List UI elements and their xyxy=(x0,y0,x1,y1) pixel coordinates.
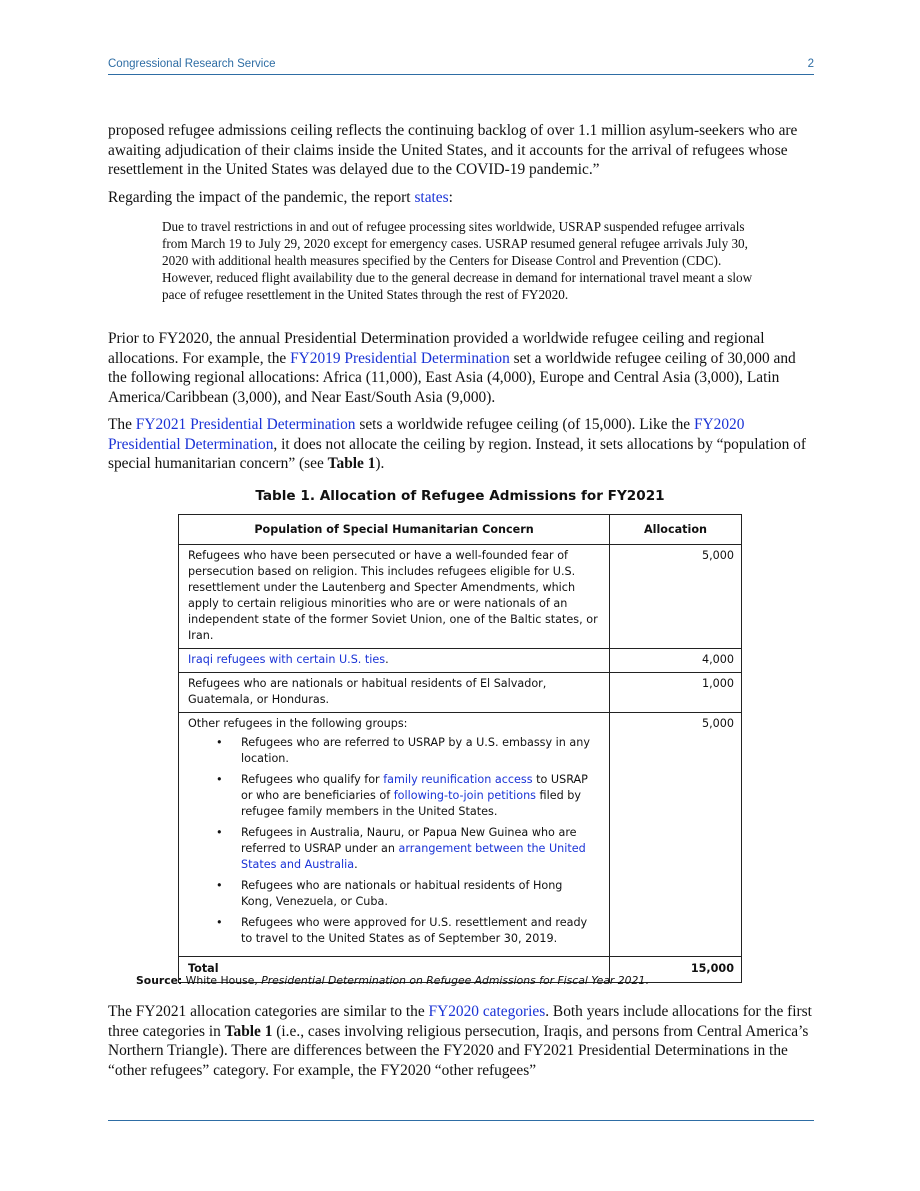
table-row xyxy=(179,545,742,649)
block-quote: Due to travel restrictions in and out of refugee processing sites worldwide, USRAP suspended refugee arrivals from March 19 to July 29, 2020 except for emergency cases. USRAP resumed general refugee arrivals July 30, 2020 with additional health measures specified by the Centers for Disease Control and Prevention (CDC). However, reduced flight availability due to the general decrease in demand for international travel meant a slow pace of refugee resettlement in the United States through the rest of FY2020. xyxy=(162,219,753,302)
row-northern-triangle-category: Refugees who are nationals or habitual residents of El Salvador, Guatemala, or Honduras. xyxy=(179,673,610,713)
row-other-refugees-category xyxy=(179,713,610,957)
page-header xyxy=(108,56,814,75)
iraqi-row-suffix: . xyxy=(385,653,389,666)
bullet-2-text-1: Refugees who qualify for xyxy=(241,773,384,786)
other-refugees-intro: Other refugees in the following groups: xyxy=(188,717,408,730)
other-refugees-list xyxy=(188,735,600,947)
paragraph-2 xyxy=(108,188,815,208)
bullet-3-text-2: . xyxy=(354,858,358,871)
column-header-population: Population of Special Humanitarian Concern xyxy=(179,515,610,545)
row-iraqi-category xyxy=(179,649,610,673)
row-northern-triangle-allocation: 1,000 xyxy=(610,673,742,713)
footer-divider xyxy=(108,1120,814,1121)
header-organization: Congressional Research Service xyxy=(108,58,276,70)
us-australia-arrangement-link[interactable]: arrangement between the United States and Australia xyxy=(241,842,586,871)
row-iraqi-allocation: 4,000 xyxy=(610,649,742,673)
source-label: Source: xyxy=(136,974,183,987)
paragraph-3-text-before: Prior to FY2020, the annual Presidential Determination provided a worldwide refugee ceiling and regional allocations. For example, the xyxy=(108,330,765,367)
paragraph-5-text-3: (i.e., cases involving religious persecution, Iraqis, and persons from Central America’s Northern Triangle). There are differences between the FY2020 and FY2021 Presidential Determinations in the “other refugees” category. For example, the FY2020 “other refugees” xyxy=(108,1022,809,1079)
paragraph-4-text-3: , it does not allocate the ceiling by region. Instead, it sets allocations by “population of special humanitarian concern” (see xyxy=(108,435,806,472)
row-religious-persecution-allocation: 5,000 xyxy=(610,545,742,649)
fy2021-determination-link[interactable]: FY2021 Presidential Determination xyxy=(135,416,356,433)
table-row xyxy=(179,713,742,957)
table-row xyxy=(179,649,742,673)
row-other-refugees-allocation: 5,000 xyxy=(610,713,742,957)
table-1-reference-2: Table 1 xyxy=(224,1022,273,1040)
following-to-join-link[interactable]: following-to-join petitions xyxy=(393,789,536,802)
paragraph-2-text: Regarding the impact of the pandemic, the report xyxy=(108,189,415,206)
list-item: • Refugees who are nationals or habitual residents of Hong Kong, Venezuela, or Cuba. xyxy=(241,878,600,910)
paragraph-4-text-2: sets a worldwide refugee ceiling (of 15,000). Like the xyxy=(355,416,694,433)
paragraph-4-text-1: The xyxy=(108,416,136,433)
total-label: Total xyxy=(179,957,610,983)
bullet-2-text-2: to USRAP or who are beneficiaries of xyxy=(241,773,588,802)
list-item: • Refugees who are referred to USRAP by a U.S. embassy in any location. xyxy=(241,735,600,767)
list-item xyxy=(241,825,600,873)
bullet-3-text-1: Refugees in Australia, Nauru, or Papua New Guinea who are referred to USRAP under an xyxy=(241,826,577,855)
table-title: Table 1. Allocation of Refugee Admissions for FY2021 xyxy=(255,488,665,504)
states-link[interactable]: states xyxy=(414,189,449,206)
paragraph-5-text-2: . Both years include allocations for the first three categories in xyxy=(108,1003,812,1040)
family-reunification-link[interactable]: family reunification access xyxy=(383,773,533,786)
table-row xyxy=(179,673,742,713)
paragraph-1: proposed refugee admissions ceiling reflects the continuing backlog of over 1.1 million asylum-seekers who are awaiting adjudication of their claims inside the United States, and it accounts for the arrival of refugees whose resettlement in the United States was delayed due to the COVID-19 pandemic.” xyxy=(108,122,798,178)
paragraph-3-text-after: set a worldwide refugee ceiling of 30,000 and the following regional allocations: Africa (11,000), East Asia (4,000), Europe and Central Asia (3,000), Latin America/Caribbean (3,000), and Near East/South Asia (9,000). xyxy=(108,349,796,406)
column-header-allocation: Allocation xyxy=(610,515,742,545)
source-text: White House, xyxy=(182,974,262,987)
table-source xyxy=(136,974,649,987)
paragraph-5-text-1: The FY2021 allocation categories are similar to the xyxy=(108,1003,429,1020)
paragraph-5 xyxy=(108,1002,815,1080)
fy2019-determination-link[interactable]: FY2019 Presidential Determination xyxy=(290,349,510,367)
paragraph-4 xyxy=(108,415,815,474)
row-religious-persecution-category: Refugees who have been persecuted or have a well-founded fear of persecution based on religion. This includes refugees eligible for U.S. resettlement under the Lautenberg and Specter Amendments, which apply to certain religious minorities who are or were nationals of an independent state of the former Soviet Union, one of the Baltic states, or Iran. xyxy=(179,545,610,649)
table-1-reference: Table 1 xyxy=(327,455,376,472)
fy2020-determination-link[interactable]: FY2020 Presidential Determination xyxy=(108,416,745,453)
source-end: . xyxy=(645,974,649,987)
bullet-2-text-3: filed by refugee family members in the United States. xyxy=(241,789,581,818)
table-header-row xyxy=(179,515,742,545)
list-item xyxy=(241,772,600,820)
source-title: Presidential Determination on Refugee Admissions for Fiscal Year 2021 xyxy=(261,974,646,987)
fy2020-categories-link[interactable]: FY2020 categories xyxy=(428,1003,546,1020)
paragraph-3 xyxy=(108,329,815,407)
page-number: 2 xyxy=(807,58,814,70)
list-item: • Refugees who were approved for U.S. resettlement and ready to travel to the United States as of September 30, 2019. xyxy=(241,915,600,947)
allocation-table xyxy=(178,514,742,983)
paragraph-4-text-4: ). xyxy=(375,455,385,472)
paragraph-2-colon: : xyxy=(448,189,453,206)
total-value: 15,000 xyxy=(610,957,742,983)
iraqi-refugees-link[interactable]: Iraqi refugees with certain U.S. ties xyxy=(188,653,386,666)
